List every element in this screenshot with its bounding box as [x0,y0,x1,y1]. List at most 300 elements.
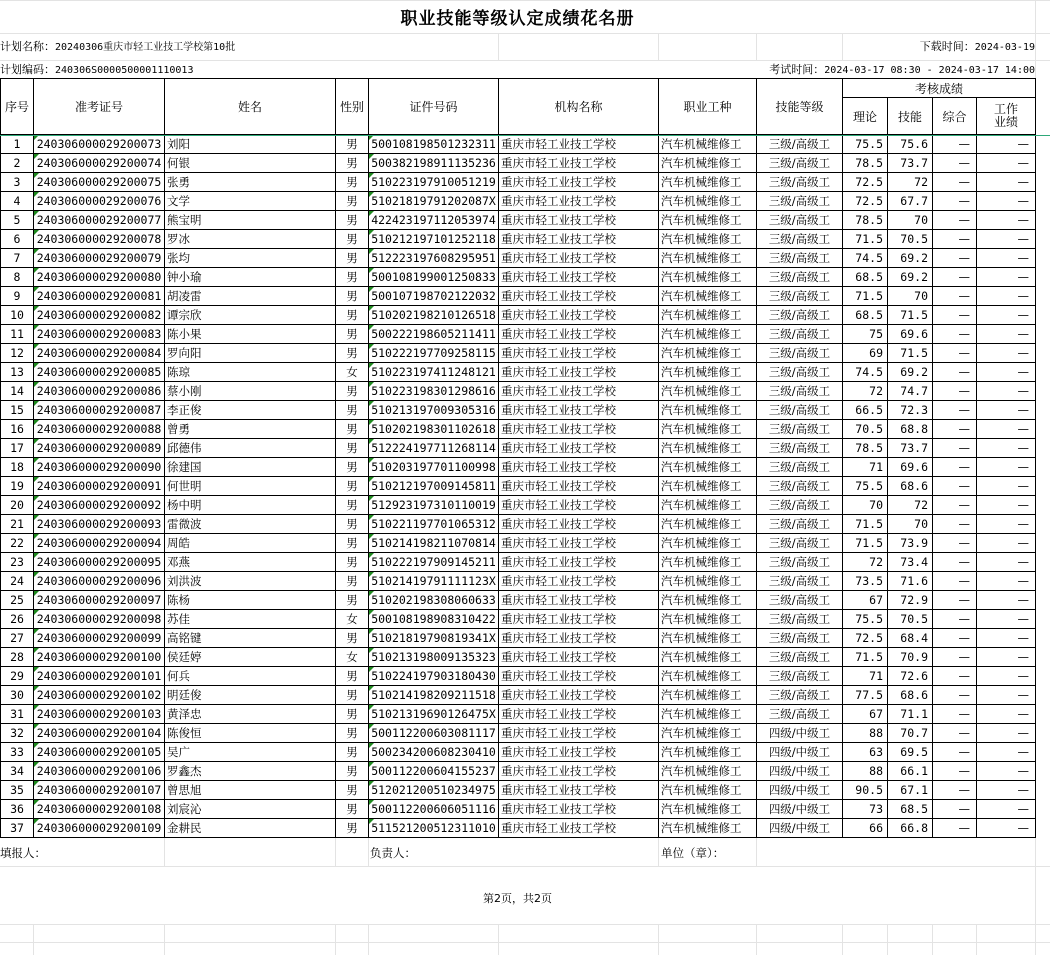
cell-level[interactable]: 三级/高级工 [757,648,843,667]
cell-id-no[interactable]: 510222197709258115 [369,344,499,363]
cell-level[interactable]: 三级/高级工 [757,268,843,287]
cell-theory[interactable]: 69 [843,344,888,363]
cell-ticket[interactable]: 240306000029200075 [34,173,165,192]
cell-gender[interactable]: 男 [336,249,369,268]
cell-work[interactable]: — [977,762,1036,781]
cell-gender[interactable]: 男 [336,325,369,344]
cell-work[interactable]: — [977,572,1036,591]
cell-id-no[interactable]: 500112200603081117 [369,724,499,743]
cell-org[interactable]: 重庆市轻工业技工学校 [499,591,659,610]
cell-id-no[interactable]: 510222197909145211 [369,553,499,572]
cell-seq[interactable]: 18 [1,458,34,477]
cell-id-no[interactable]: 510202198301102618 [369,420,499,439]
cell-id-no[interactable]: 500107198702122032 [369,287,499,306]
cell-name[interactable]: 张勇 [165,173,336,192]
cell-overall[interactable]: — [933,306,977,325]
cell-name[interactable]: 胡凌雷 [165,287,336,306]
cell-skill[interactable]: 68.6 [888,686,933,705]
cell-org[interactable]: 重庆市轻工业技工学校 [499,401,659,420]
cell-id-no[interactable]: 510213198009135323 [369,648,499,667]
cell-seq[interactable]: 20 [1,496,34,515]
cell-level[interactable]: 三级/高级工 [757,705,843,724]
cell-org[interactable]: 重庆市轻工业技工学校 [499,572,659,591]
cell-gender[interactable]: 男 [336,724,369,743]
cell-skill[interactable]: 72.6 [888,667,933,686]
cell-level[interactable]: 三级/高级工 [757,344,843,363]
cell-ticket[interactable]: 240306000029200105 [34,743,165,762]
cell-overall[interactable]: — [933,458,977,477]
cell-work[interactable]: — [977,705,1036,724]
cell-id-no[interactable]: 510212197101252118 [369,230,499,249]
cell-work[interactable]: — [977,344,1036,363]
cell-skill[interactable]: 68.4 [888,629,933,648]
cell-occupation[interactable]: 汽车机械维修工 [659,249,757,268]
cell-id-no[interactable]: 510224197903180430 [369,667,499,686]
cell-ticket[interactable]: 240306000029200101 [34,667,165,686]
cell-level[interactable]: 三级/高级工 [757,249,843,268]
cell-id-no[interactable]: 510203197701100998 [369,458,499,477]
cell-name[interactable]: 邓燕 [165,553,336,572]
cell-seq[interactable]: 24 [1,572,34,591]
cell-occupation[interactable]: 汽车机械维修工 [659,724,757,743]
cell-overall[interactable]: — [933,724,977,743]
cell-overall[interactable]: — [933,610,977,629]
cell-ticket[interactable]: 240306000029200074 [34,154,165,173]
cell-level[interactable]: 四级/中级工 [757,743,843,762]
cell-skill[interactable]: 72.9 [888,591,933,610]
cell-work[interactable]: — [977,477,1036,496]
cell-org[interactable]: 重庆市轻工业技工学校 [499,325,659,344]
cell-level[interactable]: 三级/高级工 [757,230,843,249]
cell-theory[interactable]: 66.5 [843,401,888,420]
cell-seq[interactable]: 21 [1,515,34,534]
cell-name[interactable]: 徐建国 [165,458,336,477]
cell-id-no[interactable]: 500108198501232311 [369,135,499,154]
cell-id-no[interactable]: 500108199001250833 [369,268,499,287]
cell-level[interactable]: 三级/高级工 [757,629,843,648]
cell-gender[interactable]: 男 [336,667,369,686]
cell-name[interactable]: 雷微波 [165,515,336,534]
cell-id-no[interactable]: 500382198911135236 [369,154,499,173]
cell-gender[interactable]: 男 [336,211,369,230]
cell-name[interactable]: 杨中明 [165,496,336,515]
cell-overall[interactable]: — [933,154,977,173]
cell-org[interactable]: 重庆市轻工业技工学校 [499,458,659,477]
cell-gender[interactable]: 男 [336,173,369,192]
cell-name[interactable]: 明廷俊 [165,686,336,705]
cell-ticket[interactable]: 240306000029200089 [34,439,165,458]
cell-seq[interactable]: 1 [1,135,34,154]
cell-ticket[interactable]: 240306000029200106 [34,762,165,781]
cell-ticket[interactable]: 240306000029200087 [34,401,165,420]
cell-skill[interactable]: 72 [888,496,933,515]
cell-skill[interactable]: 69.6 [888,458,933,477]
cell-overall[interactable]: — [933,743,977,762]
cell-name[interactable]: 侯廷婷 [165,648,336,667]
cell-seq[interactable]: 33 [1,743,34,762]
cell-overall[interactable]: — [933,629,977,648]
cell-org[interactable]: 重庆市轻工业技工学校 [499,667,659,686]
cell-skill[interactable]: 66.1 [888,762,933,781]
cell-ticket[interactable]: 240306000029200083 [34,325,165,344]
cell-gender[interactable]: 男 [336,743,369,762]
cell-level[interactable]: 三级/高级工 [757,667,843,686]
cell-work[interactable]: — [977,287,1036,306]
cell-theory[interactable]: 71.5 [843,534,888,553]
cell-work[interactable]: — [977,819,1036,838]
cell-org[interactable]: 重庆市轻工业技工学校 [499,534,659,553]
cell-org[interactable]: 重庆市轻工业技工学校 [499,382,659,401]
cell-gender[interactable]: 男 [336,420,369,439]
cell-occupation[interactable]: 汽车机械维修工 [659,173,757,192]
cell-occupation[interactable]: 汽车机械维修工 [659,800,757,819]
cell-ticket[interactable]: 240306000029200100 [34,648,165,667]
cell-level[interactable]: 三级/高级工 [757,439,843,458]
cell-ticket[interactable]: 240306000029200077 [34,211,165,230]
cell-work[interactable]: — [977,591,1036,610]
cell-overall[interactable]: — [933,135,977,154]
cell-seq[interactable]: 10 [1,306,34,325]
cell-gender[interactable]: 女 [336,363,369,382]
cell-theory[interactable]: 88 [843,724,888,743]
cell-seq[interactable]: 22 [1,534,34,553]
cell-level[interactable]: 三级/高级工 [757,496,843,515]
cell-name[interactable]: 张均 [165,249,336,268]
cell-id-no[interactable]: 422423197112053974 [369,211,499,230]
cell-name[interactable]: 蔡小刚 [165,382,336,401]
cell-occupation[interactable]: 汽车机械维修工 [659,762,757,781]
cell-id-no[interactable]: 511521200512311010 [369,819,499,838]
cell-ticket[interactable]: 240306000029200093 [34,515,165,534]
cell-ticket[interactable]: 240306000029200094 [34,534,165,553]
cell-level[interactable]: 四级/中级工 [757,762,843,781]
cell-overall[interactable]: — [933,781,977,800]
cell-occupation[interactable]: 汽车机械维修工 [659,287,757,306]
cell-gender[interactable]: 男 [336,572,369,591]
cell-seq[interactable]: 3 [1,173,34,192]
cell-work[interactable]: — [977,420,1036,439]
cell-seq[interactable]: 29 [1,667,34,686]
cell-skill[interactable]: 74.7 [888,382,933,401]
cell-seq[interactable]: 32 [1,724,34,743]
cell-id-no[interactable]: 500222198605211411 [369,325,499,344]
cell-org[interactable]: 重庆市轻工业技工学校 [499,496,659,515]
cell-org[interactable]: 重庆市轻工业技工学校 [499,363,659,382]
cell-id-no[interactable]: 512224197711268114 [369,439,499,458]
cell-work[interactable]: — [977,458,1036,477]
cell-work[interactable]: — [977,230,1036,249]
cell-id-no[interactable]: 510214198211070814 [369,534,499,553]
cell-theory[interactable]: 90.5 [843,781,888,800]
cell-occupation[interactable]: 汽车机械维修工 [659,439,757,458]
cell-level[interactable]: 三级/高级工 [757,591,843,610]
cell-overall[interactable]: — [933,439,977,458]
cell-name[interactable]: 陈杨 [165,591,336,610]
cell-work[interactable]: — [977,629,1036,648]
cell-org[interactable]: 重庆市轻工业技工学校 [499,306,659,325]
cell-overall[interactable]: — [933,591,977,610]
cell-gender[interactable]: 男 [336,382,369,401]
cell-id-no[interactable]: 510213197009305316 [369,401,499,420]
cell-org[interactable]: 重庆市轻工业技工学校 [499,648,659,667]
cell-gender[interactable]: 女 [336,648,369,667]
cell-name[interactable]: 何兵 [165,667,336,686]
cell-theory[interactable]: 68.5 [843,306,888,325]
cell-ticket[interactable]: 240306000029200076 [34,192,165,211]
cell-work[interactable]: — [977,553,1036,572]
cell-id-no[interactable]: 500108198908310422 [369,610,499,629]
cell-skill[interactable]: 70.7 [888,724,933,743]
cell-ticket[interactable]: 240306000029200099 [34,629,165,648]
cell-name[interactable]: 陈小果 [165,325,336,344]
cell-work[interactable]: — [977,743,1036,762]
cell-occupation[interactable]: 汽车机械维修工 [659,515,757,534]
cell-seq[interactable]: 23 [1,553,34,572]
cell-id-no[interactable]: 510223198301298616 [369,382,499,401]
cell-overall[interactable]: — [933,344,977,363]
cell-occupation[interactable]: 汽车机械维修工 [659,553,757,572]
cell-ticket[interactable]: 240306000029200082 [34,306,165,325]
cell-occupation[interactable]: 汽车机械维修工 [659,496,757,515]
cell-work[interactable]: — [977,800,1036,819]
cell-theory[interactable]: 71.5 [843,648,888,667]
cell-theory[interactable]: 72.5 [843,629,888,648]
cell-org[interactable]: 重庆市轻工业技工学校 [499,211,659,230]
cell-gender[interactable]: 男 [336,306,369,325]
cell-gender[interactable]: 男 [336,553,369,572]
cell-gender[interactable]: 男 [336,401,369,420]
cell-theory[interactable]: 75.5 [843,477,888,496]
cell-skill[interactable]: 71.5 [888,306,933,325]
cell-theory[interactable]: 78.5 [843,439,888,458]
cell-work[interactable]: — [977,192,1036,211]
cell-skill[interactable]: 72 [888,173,933,192]
cell-occupation[interactable]: 汽车机械维修工 [659,705,757,724]
cell-skill[interactable]: 70 [888,211,933,230]
cell-id-no[interactable]: 512223197608295951 [369,249,499,268]
cell-skill[interactable]: 70 [888,515,933,534]
cell-theory[interactable]: 68.5 [843,268,888,287]
cell-overall[interactable]: — [933,553,977,572]
cell-skill[interactable]: 73.7 [888,439,933,458]
cell-name[interactable]: 钟小瑜 [165,268,336,287]
cell-work[interactable]: — [977,667,1036,686]
cell-seq[interactable]: 28 [1,648,34,667]
cell-org[interactable]: 重庆市轻工业技工学校 [499,781,659,800]
cell-occupation[interactable]: 汽车机械维修工 [659,477,757,496]
cell-work[interactable]: — [977,268,1036,287]
cell-seq[interactable]: 37 [1,819,34,838]
cell-name[interactable]: 何银 [165,154,336,173]
cell-org[interactable]: 重庆市轻工业技工学校 [499,477,659,496]
cell-org[interactable]: 重庆市轻工业技工学校 [499,553,659,572]
cell-level[interactable]: 三级/高级工 [757,420,843,439]
cell-overall[interactable]: — [933,287,977,306]
cell-name[interactable]: 何世明 [165,477,336,496]
cell-theory[interactable]: 73 [843,800,888,819]
cell-ticket[interactable]: 240306000029200108 [34,800,165,819]
cell-overall[interactable]: — [933,382,977,401]
cell-overall[interactable]: — [933,496,977,515]
cell-skill[interactable]: 73.7 [888,154,933,173]
cell-theory[interactable]: 67 [843,591,888,610]
cell-work[interactable]: — [977,325,1036,344]
cell-level[interactable]: 三级/高级工 [757,553,843,572]
cell-gender[interactable]: 男 [336,154,369,173]
cell-id-no[interactable]: 510212197009145811 [369,477,499,496]
cell-work[interactable]: — [977,173,1036,192]
cell-skill[interactable]: 67.7 [888,192,933,211]
cell-org[interactable]: 重庆市轻工业技工学校 [499,154,659,173]
cell-seq[interactable]: 36 [1,800,34,819]
cell-skill[interactable]: 69.2 [888,268,933,287]
cell-skill[interactable]: 69.2 [888,363,933,382]
cell-org[interactable]: 重庆市轻工业技工学校 [499,762,659,781]
cell-work[interactable]: — [977,439,1036,458]
cell-work[interactable]: — [977,515,1036,534]
cell-gender[interactable]: 男 [336,515,369,534]
cell-level[interactable]: 三级/高级工 [757,154,843,173]
cell-ticket[interactable]: 240306000029200103 [34,705,165,724]
cell-ticket[interactable]: 240306000029200097 [34,591,165,610]
cell-overall[interactable]: — [933,211,977,230]
cell-occupation[interactable]: 汽车机械维修工 [659,306,757,325]
cell-id-no[interactable]: 510223197910051219 [369,173,499,192]
cell-ticket[interactable]: 240306000029200088 [34,420,165,439]
cell-skill[interactable]: 75.6 [888,135,933,154]
cell-skill[interactable]: 71.1 [888,705,933,724]
cell-ticket[interactable]: 240306000029200091 [34,477,165,496]
cell-name[interactable]: 邱德伟 [165,439,336,458]
cell-skill[interactable]: 69.6 [888,325,933,344]
cell-skill[interactable]: 73.9 [888,534,933,553]
cell-skill[interactable]: 71.5 [888,344,933,363]
cell-theory[interactable]: 73.5 [843,572,888,591]
cell-name[interactable]: 吴广 [165,743,336,762]
cell-level[interactable]: 三级/高级工 [757,211,843,230]
cell-gender[interactable]: 男 [336,762,369,781]
cell-org[interactable]: 重庆市轻工业技工学校 [499,173,659,192]
cell-work[interactable]: — [977,401,1036,420]
cell-name[interactable]: 罗鑫杰 [165,762,336,781]
cell-theory[interactable]: 71 [843,458,888,477]
cell-skill[interactable]: 73.4 [888,553,933,572]
cell-level[interactable]: 三级/高级工 [757,686,843,705]
cell-org[interactable]: 重庆市轻工业技工学校 [499,515,659,534]
cell-level[interactable]: 四级/中级工 [757,724,843,743]
cell-overall[interactable]: — [933,800,977,819]
cell-seq[interactable]: 9 [1,287,34,306]
cell-occupation[interactable]: 汽车机械维修工 [659,192,757,211]
cell-overall[interactable]: — [933,420,977,439]
cell-seq[interactable]: 13 [1,363,34,382]
cell-name[interactable]: 刘宸沁 [165,800,336,819]
cell-overall[interactable]: — [933,192,977,211]
cell-skill[interactable]: 67.1 [888,781,933,800]
cell-level[interactable]: 三级/高级工 [757,173,843,192]
cell-overall[interactable]: — [933,648,977,667]
cell-level[interactable]: 三级/高级工 [757,287,843,306]
cell-theory[interactable]: 63 [843,743,888,762]
cell-work[interactable]: — [977,382,1036,401]
cell-id-no[interactable]: 51021819790819341X [369,629,499,648]
cell-overall[interactable]: — [933,230,977,249]
cell-theory[interactable]: 74.5 [843,249,888,268]
cell-level[interactable]: 三级/高级工 [757,363,843,382]
cell-seq[interactable]: 27 [1,629,34,648]
cell-org[interactable]: 重庆市轻工业技工学校 [499,819,659,838]
cell-work[interactable]: — [977,686,1036,705]
cell-gender[interactable]: 男 [336,230,369,249]
cell-level[interactable]: 三级/高级工 [757,458,843,477]
cell-work[interactable]: — [977,724,1036,743]
cell-theory[interactable]: 75 [843,325,888,344]
cell-id-no[interactable]: 51021319690126475X [369,705,499,724]
cell-work[interactable]: — [977,781,1036,800]
cell-name[interactable]: 金耕民 [165,819,336,838]
cell-seq[interactable]: 16 [1,420,34,439]
cell-gender[interactable]: 男 [336,534,369,553]
cell-overall[interactable]: — [933,515,977,534]
cell-theory[interactable]: 75.5 [843,610,888,629]
cell-ticket[interactable]: 240306000029200095 [34,553,165,572]
cell-ticket[interactable]: 240306000029200109 [34,819,165,838]
cell-level[interactable]: 三级/高级工 [757,192,843,211]
cell-seq[interactable]: 4 [1,192,34,211]
cell-org[interactable]: 重庆市轻工业技工学校 [499,800,659,819]
cell-seq[interactable]: 14 [1,382,34,401]
cell-name[interactable]: 曾勇 [165,420,336,439]
cell-overall[interactable]: — [933,477,977,496]
cell-level[interactable]: 三级/高级工 [757,610,843,629]
cell-work[interactable]: — [977,648,1036,667]
cell-theory[interactable]: 71.5 [843,230,888,249]
cell-work[interactable]: — [977,135,1036,154]
cell-ticket[interactable]: 240306000029200078 [34,230,165,249]
cell-theory[interactable]: 70 [843,496,888,515]
cell-seq[interactable]: 12 [1,344,34,363]
cell-work[interactable]: — [977,496,1036,515]
cell-ticket[interactable]: 240306000029200096 [34,572,165,591]
cell-level[interactable]: 三级/高级工 [757,135,843,154]
cell-org[interactable]: 重庆市轻工业技工学校 [499,268,659,287]
cell-id-no[interactable]: 51021419791111123X [369,572,499,591]
cell-theory[interactable]: 72 [843,553,888,572]
cell-name[interactable]: 罗冰 [165,230,336,249]
cell-id-no[interactable]: 510202198210126518 [369,306,499,325]
cell-gender[interactable]: 男 [336,477,369,496]
cell-level[interactable]: 三级/高级工 [757,515,843,534]
cell-org[interactable]: 重庆市轻工业技工学校 [499,705,659,724]
cell-occupation[interactable]: 汽车机械维修工 [659,363,757,382]
cell-overall[interactable]: — [933,401,977,420]
cell-theory[interactable]: 70.5 [843,420,888,439]
cell-seq[interactable]: 2 [1,154,34,173]
cell-occupation[interactable]: 汽车机械维修工 [659,648,757,667]
cell-ticket[interactable]: 240306000029200092 [34,496,165,515]
cell-theory[interactable]: 77.5 [843,686,888,705]
cell-id-no[interactable]: 510223197411248121 [369,363,499,382]
cell-overall[interactable]: — [933,705,977,724]
cell-overall[interactable]: — [933,667,977,686]
cell-occupation[interactable]: 汽车机械维修工 [659,230,757,249]
cell-occupation[interactable]: 汽车机械维修工 [659,458,757,477]
cell-seq[interactable]: 26 [1,610,34,629]
cell-level[interactable]: 三级/高级工 [757,572,843,591]
cell-level[interactable]: 三级/高级工 [757,382,843,401]
cell-gender[interactable]: 男 [336,135,369,154]
cell-org[interactable]: 重庆市轻工业技工学校 [499,344,659,363]
